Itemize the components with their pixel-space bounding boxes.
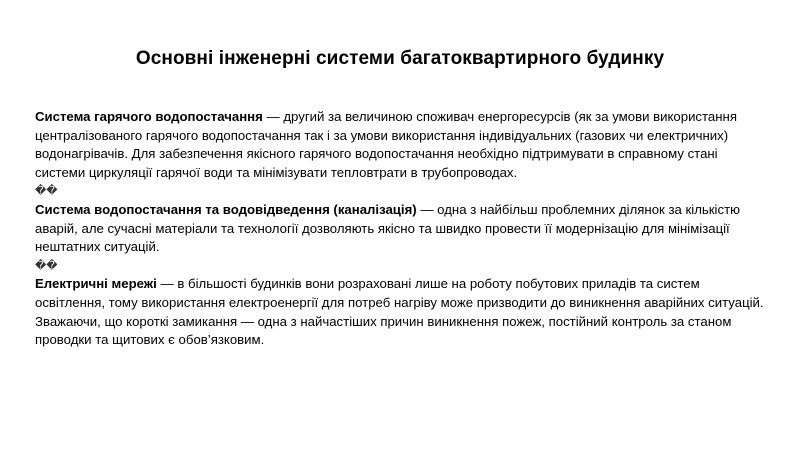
section-heading: Система гарячого водопостачання xyxy=(35,109,263,124)
section-heading: Система водопостачання та водовідведення (каналізація) xyxy=(35,201,417,217)
section-text: — другий за величиною споживач енергоресурсів (як за умови використання централізованого гарячого водопостачання так і за умови використання індивідуальних (газових чи електричних) водонагрівачів. Для забезпечення якісного гарячого водопостачання необхідно підтримувати в справному стані системи циркуляції гарячої води та мінімізувати тепловтрати в трубопроводах. xyxy=(35,109,737,180)
section-hot-water xyxy=(35,108,770,182)
missing-glyph-separator: �� xyxy=(35,258,58,272)
section-text: — одна з найбільш проблемних ділянок за кількістю аварій, але сучасні матеріали та технології дозволяють якісно та швидко провести її модернізацію для мінімізації нештатних ситуацій. xyxy=(35,201,741,255)
slide-body xyxy=(35,108,770,350)
section-water-supply xyxy=(35,201,770,257)
section-text: — в більшості будинків вони розраховані лише на роботу побутових приладів та систем освітлення, тому використання електроенергії для потреб нагріву може призводити до виникнення аварійних ситуацій. Зважаючи, що короткі замикання — одна з найчастіших причин виникнення пожеж, постійний контроль за станом проводки та щитових є обов’язковим. xyxy=(35,276,764,348)
missing-glyph-separator: �� xyxy=(35,184,58,198)
section-heading: Електричні мережі xyxy=(35,276,157,292)
slide-title: Основні інженерні системи багатоквартирного будинку xyxy=(135,48,665,69)
section-electric-networks xyxy=(35,275,770,349)
